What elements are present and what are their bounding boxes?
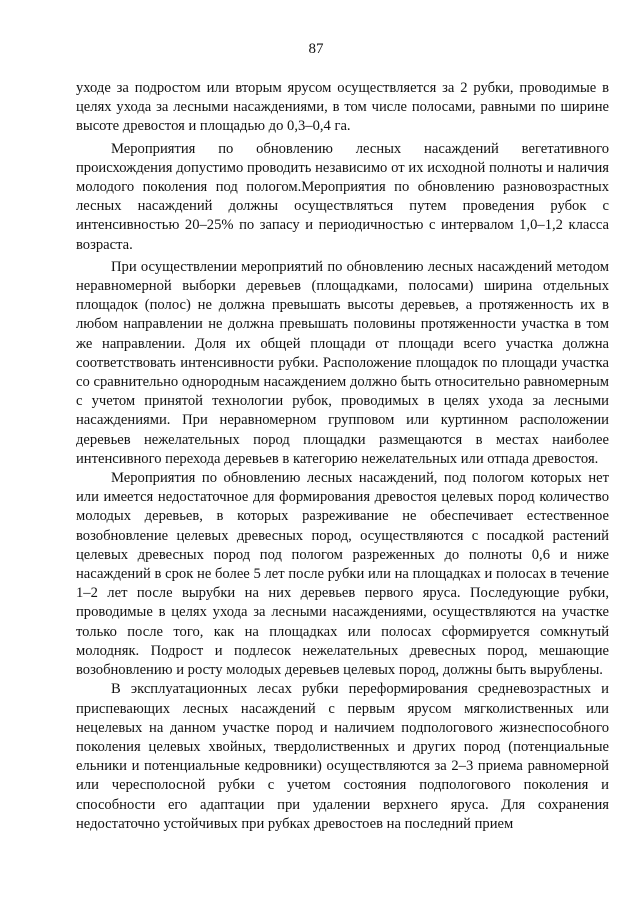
- paragraph-vegetative-renewal: Мероприятия по обновлению лесных насаждений вегетативного происхождения допустимо проводить независимо от их исходной полноты и наличия молодого поколения под пологом.Мероприятия по обновлению разновозрастных лесных насаждений должны осуществляться путем проведения рубок с интенсивностью 20–25% по запасу и периодичностью с интервалом 1,0–1,2 класса возраста.: [76, 140, 609, 253]
- paragraph-continuation: уходе за подростом или вторым ярусом осуществляется за 2 рубки, проводимые в целях ухода за лесными насаждениями, в том числе полосами, равными по ширине высоте древостоя и площадью до 0,3–0,4 га.: [76, 80, 609, 135]
- page-number: 87: [308, 41, 324, 57]
- document-body: [76, 79, 609, 834]
- paragraph-uneven-selection: При осуществлении мероприятий по обновлению лесных насаждений методом неравномерной выборки деревьев (площадками, полосами) ширина отдельных площадок (полос) не должна превышать высоты деревьев, а протяженность их в любом направлении не должна превышать половины протяженности участка в том же направлении. Доля их общей площади от площади всего участка должна соответствовать интенсивности рубки. Расположение площадок по площади участка со сравнительно однородным насаждением должно быть относительно равномерным с учетом принятой технологии рубок, проводимых в целях ухода за лесными насаждениями. При неравномерном групповом или куртинном расположении деревьев нежелательных пород площадки размещаются в местах наиболее интенсивного перехода деревьев в категорию нежелательных или отпада древостоя.: [76, 258, 609, 467]
- paragraph-reformation-cuttings: В эксплуатационных лесах рубки переформирования средневозрастных и приспевающих лесных насаждений с первым ярусом мягколиственных или нецелевых на данном участке пород и наличием подпологового жизнеспособного поколения целевых хвойных, твердолиственных и других пород (потенциальные ельники и потенциальные кедровники) осуществляются за 2–3 приема равномерной или чересполосной рубки с учетом состояния подпологового поколения и способности его адаптации при удалении верхнего яруса. Для сохранения недостаточно устойчивых при рубках древостоев на последний прием: [76, 681, 609, 832]
- paragraph-undercanopy-planting: Мероприятия по обновлению лесных насаждений, под пологом которых нет или имеется недостаточное для формирования древостоя целевых пород количество молодых деревьев, в которых разреживание не обеспечивает естественное возобновление целевых древесных пород, осуществляются с посадкой растений целевых древесных пород под пологом разреженных до полноты 0,6 и ниже насаждений в срок не более 5 лет после рубки или на площадках и полосах в течение 1–2 лет после вырубки на них деревьев первого яруса. Последующие рубки, проводимые в целях ухода за лесными насаждениями, осуществляются на участке только после того, как на площадках или полосах сформируется сомкнутый молодняк. Подрост и подлесок нежелательных древесных пород, мешающие возобновлению и росту молодых деревьев целевых пород, должны быть вырублены.: [76, 470, 609, 679]
